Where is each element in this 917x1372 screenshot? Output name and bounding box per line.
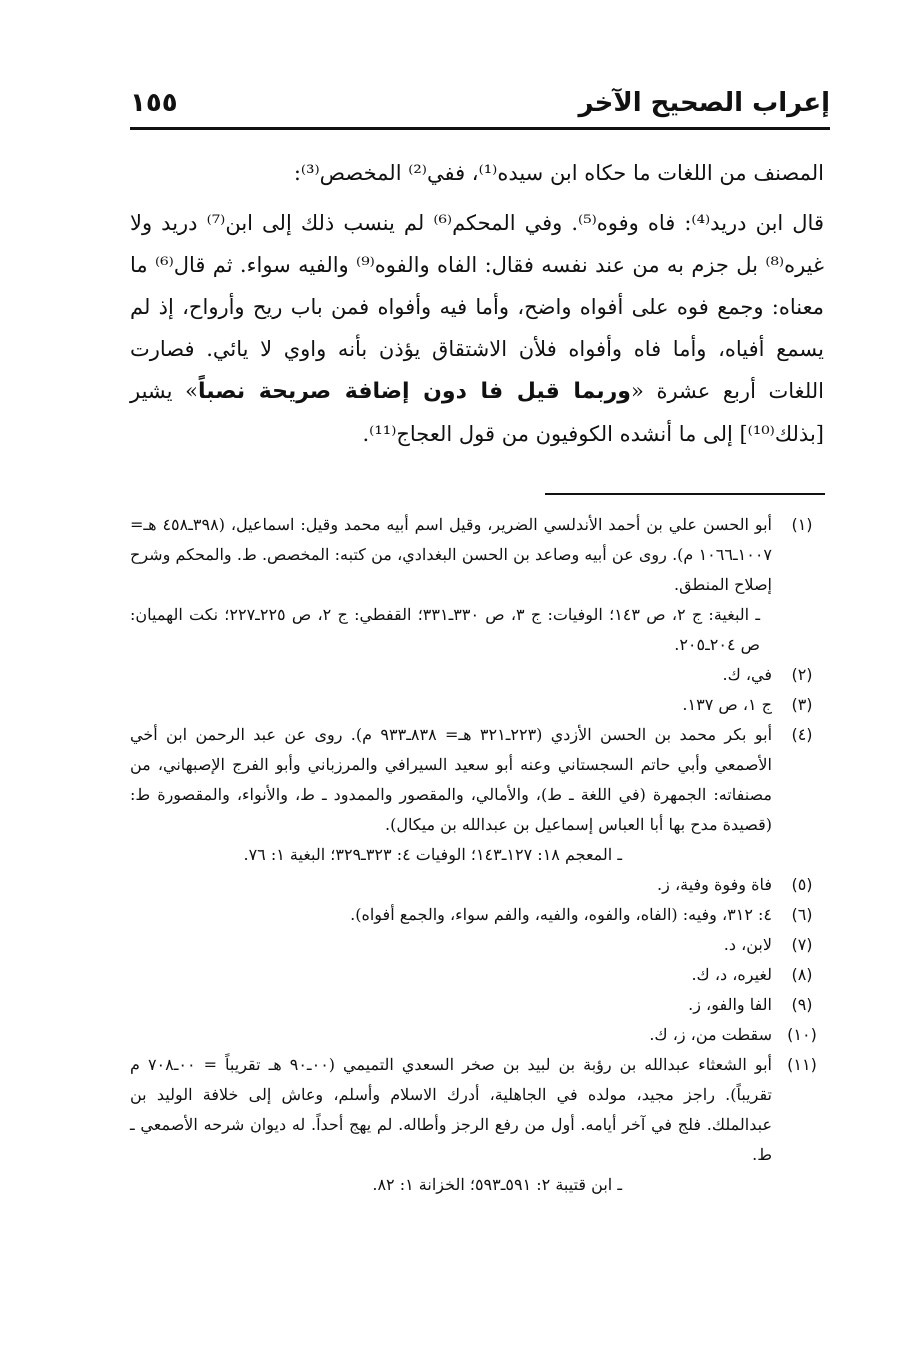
footnote-text: أبو الحسن علي بن أحمد الأندلسي الضرير، وقيل اسم أبيه محمد وقيل: اسماعيل، (٣٩٨ـ٤٥٨ هـ= ١٠٠٧ـ١٠٦٦ م). روى عن أبيه وصاعد بن الحسن البغدادي، من كتبه: المخصص. ط. والمحكم وشرح إصلاح المنطق. [130,515,773,594]
footnote-number: (٦) [791,905,813,924]
footnote-number: (٣) [791,695,813,714]
footnote-9 [130,990,824,1020]
footnote-number: (٢) [791,665,813,684]
footnote-text: لابن، د. [723,935,772,954]
footnote-number: (٨) [791,965,813,984]
paragraph-2 [130,202,824,455]
footnote-reference: ـ البغية: ج ٢، ص ١٤٣؛ الوفيات: ج ٣، ص ٣٣٠ـ٣٣١؛ القفطي: ج ٢، ص ٢٢٥ـ٢٢٧؛ نكت الهميان: ص ٢٠٤ـ٢٠٥. [130,605,761,654]
paragraph-2-part-b: » يشير [بذلك⁽¹⁰⁾] إلى ما أنشده الكوفيون من قول العجاج⁽¹¹⁾. [130,379,824,446]
footnote-text: فاة وفوة وفية، ز. [657,875,772,894]
paragraph-1: المصنف من اللغات ما حكاه ابن سيده⁽¹⁾، ففي⁽²⁾ المخصص⁽³⁾: [293,161,824,185]
footnote-separator [545,493,825,495]
paragraph-2-quote: وربما قيل فا دون إضافة صريحة نصباً [197,379,631,404]
footnote-number: (١٠) [787,1025,817,1044]
footnote-text: سقطت من، ز، ك. [649,1025,772,1044]
footnote-2 [130,660,824,690]
footnote-3 [130,690,824,720]
footnote-text: ج ١، ص ١٣٧. [682,695,772,714]
footnote-8 [130,960,824,990]
footnotes [130,510,824,1200]
page-header [130,86,830,126]
footnote-reference: ـ المعجم ١٨: ١٢٧ـ١٤٣؛ الوفيات ٤: ٣٢٣ـ٣٢٩؛ البغية ١: ٧٦. [243,845,622,864]
footnote-number: (٧) [791,935,813,954]
main-text [130,152,824,455]
footnote-text: لغيره، د، ك. [691,965,772,984]
footnote-text: في، ك. [722,665,772,684]
footnote-1 [130,510,824,660]
header-rule [130,127,830,130]
footnote-number: (١) [791,515,813,534]
footnote-5 [130,870,824,900]
footnote-7 [130,930,824,960]
paragraph-2-part-a: قال ابن دريد⁽⁴⁾: فاه وفوه⁽⁵⁾. وفي المحكم⁽⁶⁾ لم ينسب ذلك إلى ابن⁽⁷⁾ دريد ولا غيره⁽⁸⁾ بل جزم به من عند نفسه فقال: الفاه والفوه⁽⁹⁾ والفيه سواء. ثم قال⁽⁶⁾ ما معناه: وجمع فوه على أفواه واضح، وأما فيه وأفواه فمن باب ريح وأرواح، إذ لم يسمع أفياه، وأما فاه وأفواه فلأن الاشتقاق يؤذن بأنه واوي لا يائي. فصارت اللغات أربع عشرة « [130,211,825,403]
page-number: ١٥٥ [130,88,178,118]
footnote-11 [130,1050,824,1200]
footnote-reference: ـ ابن قتيبة ٢: ٥٩١ـ٥٩٣؛ الخزانة ١: ٨٢. [372,1175,622,1194]
footnote-6 [130,900,824,930]
footnote-number: (٥) [791,875,813,894]
footnote-number: (٩) [791,995,813,1014]
footnote-4 [130,720,824,870]
footnote-text: أبو بكر محمد بن الحسن الأزدي (٢٢٣ـ٣٢١ هـ= ٨٣٨ـ٩٣٣ م). روى عن عبد الرحمن ابن أخي الأصمعي وأبي حاتم السجستاني وعنه أبو سعيد السيرافي والمرزباني وأبو الفرج الإصبهاني، من مصنفاته: الجمهرة (في اللغة ـ ط)، والأمالي، والمقصور والممدود ـ ط، والأنواء، والمقصورة ط: (قصيدة مدح بها أبا العباس إسماعيل بن عبدالله بن ميكال). [130,725,773,834]
footnote-number: (١١) [787,1055,817,1074]
running-title: إعراب الصحيح الآخر [578,88,830,118]
footnote-text: ٤: ٣١٢، وفيه: (الفاه، والفوه، والفيه، والفم سواء، والجمع أفواه). [350,905,772,924]
footnote-text: أبو الشعثاء عبدالله بن رؤبة بن لبيد بن صخر السعدي التميمي (٠٠ـ٩٠ هـ تقريباً = ٠٠ـ٧٠٨ م تقريباً). راجز مجيد، مولده في الجاهلية، أدرك الاسلام وأسلم، وعاش إلى خلافة الوليد بن عبدالملك. فلج في آخر أيامه. أول من رفع الرجز وأطاله. لم يهج أحداً. له ديوان شرحه الأصمعي ـ ط. [130,1055,773,1164]
footnote-number: (٤) [791,725,813,744]
footnote-10 [130,1020,824,1050]
footnote-text: الفا والفو، ز. [688,995,772,1014]
